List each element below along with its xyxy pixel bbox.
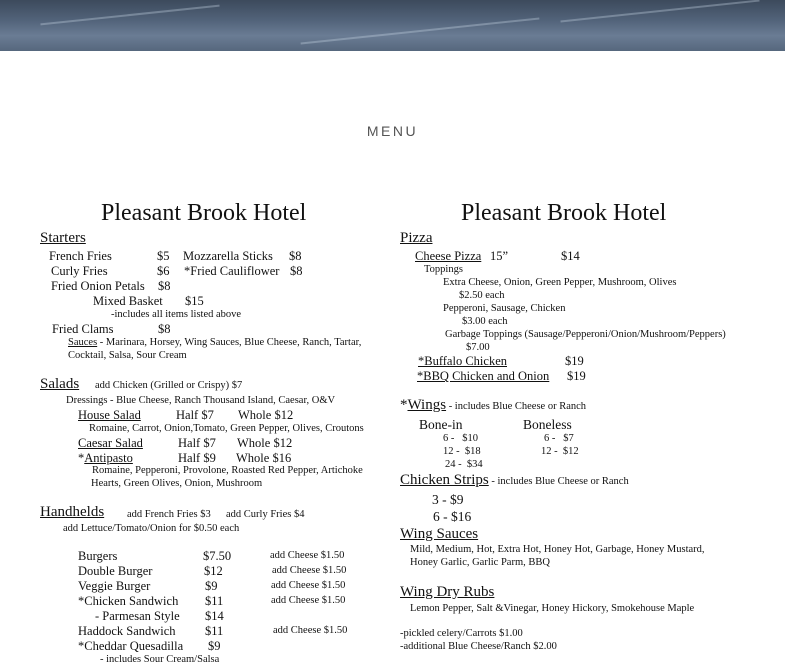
handheld-price: $7.50 xyxy=(203,549,232,563)
salads-add-note: add Chicken (Grilled or Crispy) $7 xyxy=(95,380,243,391)
sauces-line-2: Cocktail, Salsa, Sour Cream xyxy=(68,350,187,361)
handheld-price: $12 xyxy=(204,564,223,578)
garbage-toppings: Garbage Toppings (Sausage/Pepperoni/Onion/Mushroom/Peppers) xyxy=(445,329,726,340)
chicken-strips-note: - includes Blue Cheese or Ranch xyxy=(488,476,629,487)
curly-fries-price: $6 xyxy=(157,264,170,278)
house-salad-half: Half $7 xyxy=(176,408,214,422)
fried-onion-petals: Fried Onion Petals xyxy=(51,279,145,293)
bbq-chicken-price: $19 xyxy=(567,369,586,383)
handheld-price: $14 xyxy=(205,609,224,623)
handheld-name: Veggie Burger xyxy=(78,579,151,593)
right-title: Pleasant Brook Hotel xyxy=(461,200,667,226)
antipasto: Antipasto xyxy=(84,451,133,465)
topping-group-2-price: $3.00 each xyxy=(462,316,508,327)
mixed-basket-note: -includes all items listed above xyxy=(111,309,242,320)
add-lettuce-tomato-onion: add Lettuce/Tomato/Onion for $0.50 each xyxy=(63,523,240,534)
antipasto-whole: Whole $16 xyxy=(236,451,292,465)
chicken-strips-heading-line xyxy=(400,472,629,489)
bone-in-row: 12 - $18 xyxy=(443,446,481,457)
handhelds-heading: Handhelds xyxy=(40,504,105,520)
menu-heading: MENU xyxy=(366,123,419,139)
starters-heading: Starters xyxy=(40,230,86,246)
curly-fries: Curly Fries xyxy=(51,264,108,278)
garbage-toppings-price: $7.00 xyxy=(466,342,490,353)
add-french-fries: add French Fries $3 xyxy=(127,509,211,520)
handheld-name: *Cheddar Quesadilla xyxy=(78,639,184,653)
handheld-price: $11 xyxy=(205,624,224,638)
extra-pickled-celery: -pickled celery/Carrots $1.00 xyxy=(400,628,523,639)
sauces-label: Sauces xyxy=(68,337,98,348)
handheld-name: Burgers xyxy=(78,549,118,563)
buffalo-chicken-pizza: *Buffalo Chicken xyxy=(418,354,507,368)
pizza-heading: Pizza xyxy=(400,230,433,246)
antipasto-desc-1: Romaine, Pepperoni, Provolone, Roasted Red Pepper, Artichoke xyxy=(92,465,363,476)
fried-clams-price: $8 xyxy=(158,322,171,336)
french-fries-price: $5 xyxy=(157,249,170,263)
caesar-salad-half: Half $7 xyxy=(178,436,216,450)
handheld-price: $9 xyxy=(208,639,221,653)
wing-sauces-line-1: Mild, Medium, Hot, Extra Hot, Honey Hot, Garbage, Honey Mustard, xyxy=(410,544,705,555)
handheld-name: Double Burger xyxy=(78,564,153,578)
boneless-row: 6 - $7 xyxy=(544,433,574,444)
chicken-strips-heading: Chicken Strips xyxy=(400,472,489,488)
mixed-basket-price: $15 xyxy=(185,294,204,308)
handheld-name: *Chicken Sandwich xyxy=(78,594,179,608)
handheld-add-cheese: add Cheese $1.50 xyxy=(273,625,348,636)
caesar-salad: Caesar Salad xyxy=(78,436,143,450)
salads-heading: Salads xyxy=(40,376,80,392)
wing-dry-rubs-heading: Wing Dry Rubs xyxy=(400,584,495,600)
house-salad-desc: Romaine, Carrot, Onion,Tomato, Green Pepper, Olives, Croutons xyxy=(89,423,364,434)
sauces-list: - Marinara, Horsey, Wing Sauces, Blue Cheese, Ranch, Tartar, xyxy=(97,337,362,348)
bbq-chicken-pizza: *BBQ Chicken and Onion xyxy=(417,369,550,383)
hero-banner-image xyxy=(0,0,785,51)
boneless-heading: Boneless xyxy=(523,417,572,432)
cheese-pizza-price: $14 xyxy=(561,249,580,263)
bone-in-row: 6 - $10 xyxy=(443,433,478,444)
boneless-row: 12 - $12 xyxy=(541,446,579,457)
antipasto-half: Half $9 xyxy=(178,451,216,465)
handheld-price: $11 xyxy=(205,594,224,608)
onion-petals-price: $8 xyxy=(158,279,171,293)
pizza-toppings: Toppings xyxy=(424,264,463,275)
handheld-price: $9 xyxy=(205,579,218,593)
fried-cauliflower-price: $8 xyxy=(290,264,303,278)
caesar-salad-whole: Whole $12 xyxy=(237,436,293,450)
topping-group-1: Extra Cheese, Onion, Green Pepper, Mushroom, Olives xyxy=(443,277,677,288)
house-salad: House Salad xyxy=(78,408,141,422)
extra-blue-cheese: -additional Blue Cheese/Ranch $2.00 xyxy=(400,641,557,652)
wings-heading-line xyxy=(400,397,586,414)
wing-sauces-heading: Wing Sauces xyxy=(400,526,479,542)
handheld-name: Haddock Sandwich xyxy=(78,624,176,638)
fried-cauliflower: *Fried Cauliflower xyxy=(184,264,280,278)
house-salad-whole: Whole $12 xyxy=(238,408,294,422)
add-curly-fries: add Curly Fries $4 xyxy=(226,509,305,520)
handheld-add-cheese: add Cheese $1.50 xyxy=(271,580,346,591)
left-title: Pleasant Brook Hotel xyxy=(101,200,307,226)
topping-group-1-price: $2.50 each xyxy=(459,290,505,301)
sauces-line xyxy=(68,337,361,348)
buffalo-chicken-price: $19 xyxy=(565,354,584,368)
mozzarella-sticks: Mozzarella Sticks xyxy=(183,249,273,263)
handheld-add-cheese: add Cheese $1.50 xyxy=(271,595,346,606)
wings-note: - includes Blue Cheese or Ranch xyxy=(446,401,587,412)
cheese-pizza-size: 15” xyxy=(490,249,509,263)
antipasto-star: * xyxy=(78,451,85,465)
chicken-strips-3: 3 - $9 xyxy=(432,492,464,507)
cheese-pizza: Cheese Pizza xyxy=(415,249,482,263)
wings-star: * xyxy=(400,397,408,413)
antipasto-desc-2: Hearts, Green Olives, Onion, Mushroom xyxy=(91,478,263,489)
salad-dressings: Dressings - Blue Cheese, Ranch Thousand Island, Caesar, O&V xyxy=(66,395,336,406)
wing-dry-rubs-line: Lemon Pepper, Salt &Vinegar, Honey Hickory, Smokehouse Maple xyxy=(410,603,695,614)
handheld-add-cheese: add Cheese $1.50 xyxy=(272,565,347,576)
topping-group-2: Pepperoni, Sausage, Chicken xyxy=(443,303,566,314)
handheld-name: - Parmesan Style xyxy=(95,609,180,623)
mozzarella-price: $8 xyxy=(289,249,302,263)
wings-heading: Wings xyxy=(407,397,447,413)
quesadilla-note: - includes Sour Cream/Salsa xyxy=(100,654,220,665)
antipasto-line xyxy=(78,451,133,466)
fried-clams: Fried Clams xyxy=(52,322,114,336)
bone-in-heading: Bone-in xyxy=(419,417,463,432)
mixed-basket: Mixed Basket xyxy=(93,294,163,308)
chicken-strips-6: 6 - $16 xyxy=(433,509,472,524)
bone-in-row: 24 - $34 xyxy=(445,459,483,470)
handheld-add-cheese: add Cheese $1.50 xyxy=(270,550,345,561)
french-fries: French Fries xyxy=(49,249,112,263)
wing-sauces-line-2: Honey Garlic, Garlic Parm, BBQ xyxy=(410,557,550,568)
